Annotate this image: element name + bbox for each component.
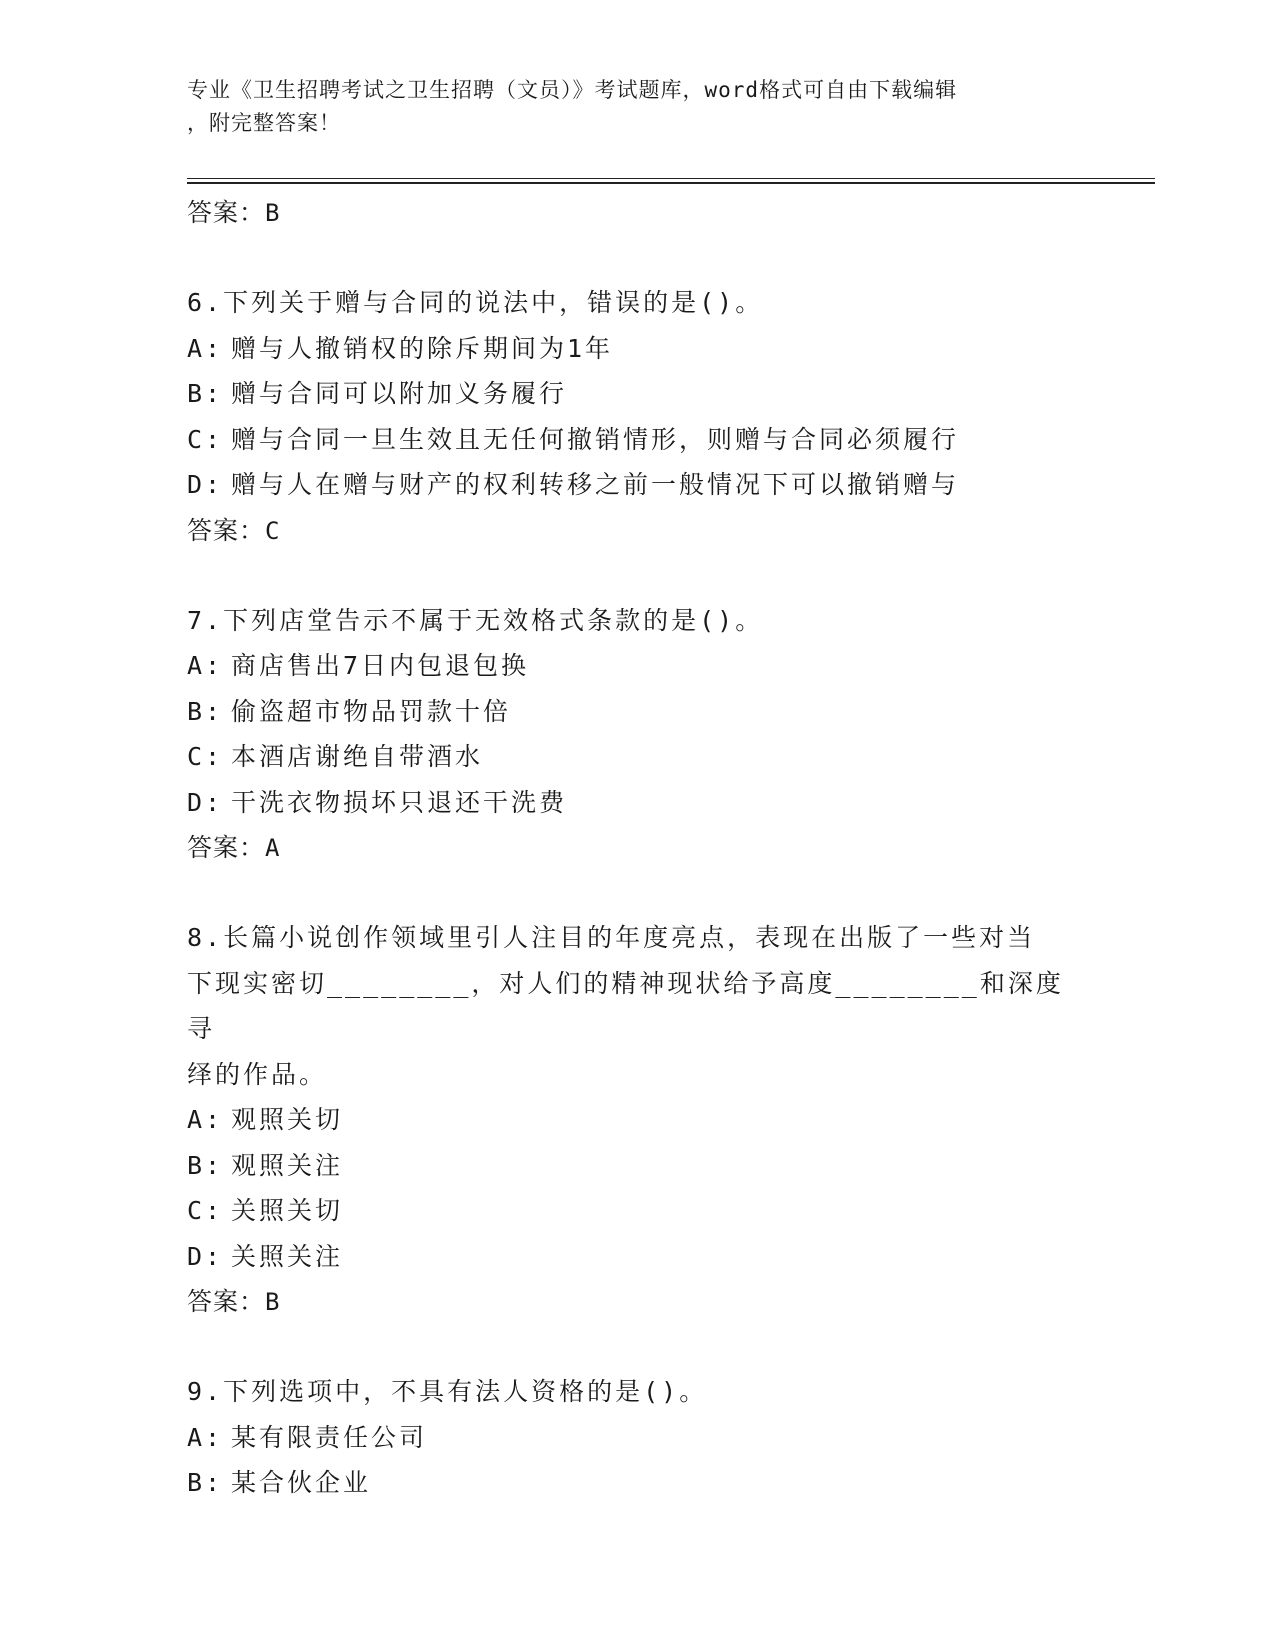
- option-text: 某合伙企业: [231, 1468, 372, 1497]
- question-text: 9.下列选项中，不具有法人资格的是()。: [187, 1377, 708, 1406]
- question-list: [187, 190, 1087, 1506]
- option-text: 干洗衣物损坏只退还干洗费: [231, 787, 568, 817]
- option-letter: B:: [187, 696, 224, 726]
- answer-value: B: [265, 199, 281, 227]
- answer-label: 答案：: [187, 198, 266, 227]
- question-text-line-3: 绎的作品。: [187, 1059, 328, 1089]
- option-d: [187, 780, 1087, 826]
- option-b: [187, 371, 1087, 417]
- question-9: [187, 1369, 1087, 1506]
- answer-q8: [187, 1279, 1087, 1325]
- option-text: 赠与合同可以附加义务履行: [231, 379, 568, 408]
- answer-label: 答案：: [187, 515, 266, 545]
- header-line-1: 专业《卫生招聘考试之卫生招聘（文员）》考试题库，word格式可自由下载编辑: [187, 78, 958, 102]
- answer-label: 答案：: [187, 833, 266, 862]
- header-divider-thick: [187, 182, 1155, 184]
- option-b: [187, 1143, 1087, 1189]
- option-letter: D:: [187, 1241, 224, 1271]
- option-text: 本酒店谢绝自带酒水: [231, 742, 484, 771]
- option-text: 某有限责任公司: [231, 1422, 428, 1452]
- option-a: [187, 643, 1087, 689]
- option-letter: A:: [187, 1105, 224, 1134]
- option-letter: B:: [187, 1150, 224, 1180]
- option-a: [187, 326, 1087, 372]
- answer-q6: [187, 508, 1087, 554]
- option-letter: D:: [187, 787, 224, 817]
- question-text-line-1: 8.长篇小说创作领域里引人注目的年度亮点，表现在出版了一些对当: [187, 923, 1036, 952]
- option-c: [187, 1188, 1087, 1234]
- answer-value: A: [265, 834, 281, 862]
- option-text: 赠与人在赠与财产的权利转移之前一般情况下可以撤销赠与: [231, 470, 960, 499]
- option-letter: B:: [187, 379, 224, 408]
- document-header: [187, 74, 1087, 140]
- option-text: 商店售出7日内包退包换: [231, 651, 530, 680]
- question-6: [187, 280, 1087, 508]
- question-8: [187, 915, 1087, 1279]
- option-text: 偷盗超市物品罚款十倍: [231, 696, 512, 726]
- option-c: [187, 734, 1087, 780]
- answer-q5: [187, 190, 1087, 236]
- option-letter: B:: [187, 1468, 224, 1497]
- option-letter: C:: [187, 1196, 224, 1225]
- option-d: [187, 462, 1087, 508]
- option-letter: A:: [187, 333, 224, 363]
- option-letter: A:: [187, 1422, 224, 1452]
- option-text: 赠与人撤销权的除斥期间为1年: [231, 333, 614, 363]
- answer-value: C: [265, 516, 281, 545]
- answer-label: 答案：: [187, 1287, 266, 1316]
- question-text: 7.下列店堂告示不属于无效格式条款的是()。: [187, 605, 764, 635]
- option-a: [187, 1097, 1087, 1143]
- option-d: [187, 1234, 1087, 1280]
- header-divider-thin: [187, 178, 1155, 179]
- option-a: [187, 1415, 1087, 1461]
- question-7: [187, 598, 1087, 826]
- option-text: 关照关切: [231, 1196, 344, 1225]
- option-text: 观照关切: [231, 1105, 344, 1134]
- question-text-line-2: 下现实密切________，对人们的精神现状给予高度________和深度寻: [187, 968, 1064, 1043]
- option-letter: C:: [187, 424, 224, 454]
- answer-q7: [187, 825, 1087, 871]
- answer-value: B: [265, 1288, 281, 1316]
- option-b: [187, 689, 1087, 735]
- option-c: [187, 417, 1087, 463]
- option-b: [187, 1460, 1087, 1506]
- option-text: 观照关注: [231, 1150, 344, 1180]
- option-letter: C:: [187, 742, 224, 771]
- header-line-2: ，附完整答案！: [187, 111, 341, 135]
- option-letter: A:: [187, 651, 224, 680]
- question-text: 6.下列关于赠与合同的说法中，错误的是()。: [187, 288, 764, 317]
- option-letter: D:: [187, 470, 224, 499]
- option-text: 关照关注: [231, 1241, 344, 1271]
- option-text: 赠与合同一旦生效且无任何撤销情形，则赠与合同必须履行: [231, 424, 960, 454]
